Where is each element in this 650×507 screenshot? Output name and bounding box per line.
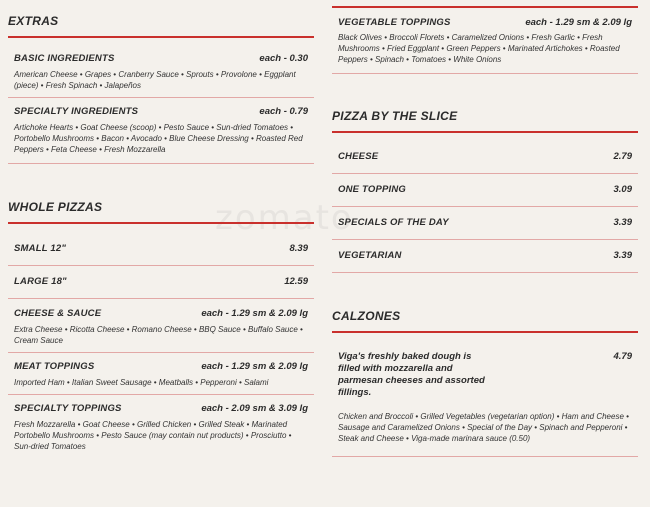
whole-pizzas-section xyxy=(8,200,314,458)
watermark: zomato xyxy=(215,198,354,238)
item-name: SMALL 12" xyxy=(14,243,67,254)
item-description: Extra Cheese • Ricotta Cheese • Romano Cheese • BBQ Sauce • Buffalo Sauce • Cream Sauce xyxy=(14,325,303,345)
item-description: American Cheese • Grapes • Cranberry Sauce • Sprouts • Provolone • Eggplant (piece) • Fresh Spinach • Jalapeños xyxy=(14,70,296,90)
item-price: 3.09 xyxy=(613,184,632,195)
item-name: CHEESE & SAUCE xyxy=(14,308,102,319)
item-name: LARGE 18" xyxy=(14,276,67,287)
item-price: 2.79 xyxy=(613,151,632,162)
item-price: 12.59 xyxy=(284,276,308,287)
left-column xyxy=(8,0,314,458)
item-price: each - 1.29 sm & 2.09 lg xyxy=(525,17,632,28)
item-name: SPECIALTY INGREDIENTS xyxy=(14,106,139,117)
menu-item xyxy=(332,240,638,273)
menu-item xyxy=(332,174,638,207)
right-column xyxy=(332,0,638,457)
menu-item xyxy=(332,207,638,240)
calzones-section xyxy=(332,309,638,457)
item-description: Black Olives • Broccoli Florets • Caramelized Onions • Fresh Garlic • Fresh Mushrooms • Fried Eggplant • Green Peppers • Marinated Artichokes • Roasted Peppers • Spinach • Tomatoes • White Onions xyxy=(338,33,620,64)
item-price: each - 0.30 xyxy=(259,53,308,64)
item-name: VEGETABLE TOPPINGS xyxy=(338,17,451,28)
item-price: 8.39 xyxy=(289,243,308,254)
menu-item xyxy=(8,395,314,458)
menu-item xyxy=(332,339,638,457)
item-description: Artichoke Hearts • Goat Cheese (scoop) • Pesto Sauce • Sun-dried Tomatoes • Portobello Mushrooms • Bacon • Avocado • Blue Cheese Dressing • Roasted Red Peppers • Feta Cheese • Fresh Mozzarella xyxy=(14,123,303,154)
section-title-by-the-slice: PIZZA BY THE SLICE xyxy=(332,109,638,133)
item-price: 4.79 xyxy=(613,351,632,362)
item-name: SPECIALTY TOPPINGS xyxy=(14,403,122,414)
calzone-headline: Viga's freshly baked dough is filled with mozzarella and parmesan cheeses and assorted fillings. xyxy=(338,351,485,398)
item-price: 3.39 xyxy=(613,250,632,261)
menu-item xyxy=(8,266,314,299)
section-title-calzones: CALZONES xyxy=(332,309,638,333)
item-name: ONE TOPPING xyxy=(338,184,407,195)
section-title-extras: EXTRAS xyxy=(8,14,314,38)
menu-item xyxy=(8,353,314,395)
extras-section xyxy=(8,0,314,164)
item-name: MEAT TOPPINGS xyxy=(14,361,95,372)
item-name: SPECIALS OF THE DAY xyxy=(338,217,449,228)
item-name: VEGETARIAN xyxy=(338,250,402,261)
menu-item xyxy=(8,299,314,353)
item-name: BASIC INGREDIENTS xyxy=(14,53,115,64)
menu-item xyxy=(332,8,638,74)
item-price: each - 0.79 xyxy=(259,106,308,117)
menu-item xyxy=(8,230,314,266)
item-name: CHEESE xyxy=(338,151,379,162)
item-description: Chicken and Broccoli • Grilled Vegetables (vegetarian option) • Ham and Cheese • Sausage and Caramelized Onions • Special of the Day • Spinach and Pepperoni • Steak and Cheese • Viga-made marinara sauce (0.50) xyxy=(338,412,629,443)
menu-item xyxy=(8,44,314,98)
item-price: each - 2.09 sm & 3.09 lg xyxy=(201,403,308,414)
item-price: 3.39 xyxy=(613,217,632,228)
section-title-whole-pizzas: WHOLE PIZZAS xyxy=(8,200,314,224)
item-price: each - 1.29 sm & 2.09 lg xyxy=(201,308,308,319)
by-the-slice-section xyxy=(332,109,638,273)
menu-item xyxy=(8,98,314,164)
item-description: Fresh Mozzarella • Goat Cheese • Grilled Chicken • Grilled Steak • Marinated Portobello Mushrooms • Pesto Sauce (may contain nut products) • Prosciutto • Sun-dried Tomatoes xyxy=(14,420,292,451)
item-price: each - 1.29 sm & 2.09 lg xyxy=(201,361,308,372)
menu-item xyxy=(332,139,638,174)
item-description: Imported Ham • Italian Sweet Sausage • Meatballs • Pepperoni • Salami xyxy=(14,378,269,387)
